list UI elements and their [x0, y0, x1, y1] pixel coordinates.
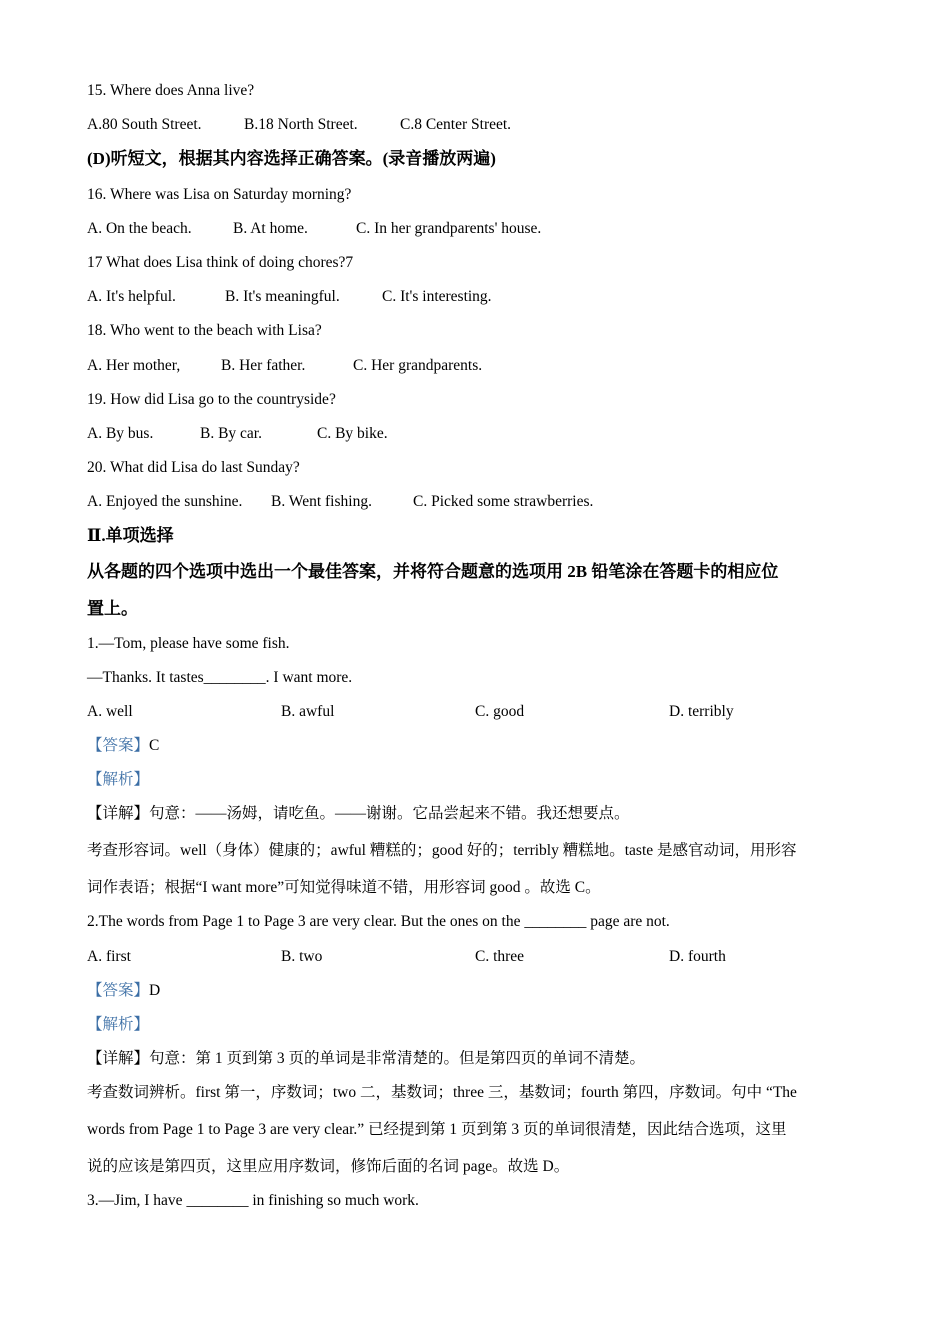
item-2-explanation-2: words from Page 1 to Page 3 are very clear.” 已经提到第 1 页到第 3 页的单词很清楚，因此结合选项，这里 [87, 1121, 787, 1138]
option-c: C. It's interesting. [382, 288, 492, 305]
analysis-tag: 【解析】 [87, 1016, 150, 1033]
item-3-line1: 3.—Jim, I have ________ in finishing so much work. [87, 1192, 419, 1209]
item-1-analysis-tag [87, 770, 149, 790]
option-a: A. Her mother, [87, 357, 181, 374]
item-1-explanation-2: 词作表语；根据“I want more”可知觉得味道不错，用形容词 good 。故选 C。 [87, 879, 601, 896]
option-b: B. Her father. [221, 357, 306, 374]
section-2-title: Ⅱ.单项选择 [87, 526, 174, 545]
item-1-answer [87, 736, 159, 756]
option-c: C. Picked some strawberries. [413, 493, 594, 510]
option-b: B. two [281, 948, 323, 965]
option-c: C. In her grandparents' house. [356, 220, 542, 237]
section-2-instruction-cont: 置上。 [87, 599, 138, 618]
option-c: C.8 Center Street. [400, 116, 512, 133]
option-b: B. By car. [200, 425, 262, 442]
option-b: B. At home. [233, 220, 308, 237]
answer-value: C [149, 737, 160, 754]
item-1-explanation-1: 考查形容词。well（身体）健康的；awful 糟糕的；good 好的；terribly 糟糕地。taste 是感官动词，用形容 [87, 842, 797, 859]
option-d: D. fourth [669, 948, 726, 965]
option-b: B. awful [281, 703, 335, 720]
option-a: A.80 South Street. [87, 116, 202, 133]
option-c: C. three [475, 948, 525, 965]
option-b: B. Went fishing. [271, 493, 372, 510]
detail-tag: 【详解】 [87, 805, 150, 822]
item-1-line1: 1.—Tom, please have some fish. [87, 635, 290, 652]
analysis-tag: 【解析】 [87, 771, 150, 788]
item-2-detail [87, 1049, 645, 1069]
question-19: 19. How did Lisa go to the countryside? [87, 391, 336, 408]
item-2-analysis-tag [87, 1015, 149, 1035]
section-d-heading: (D)听短文，根据其内容选择正确答案。(录音播放两遍) [87, 149, 496, 168]
option-b: B. It's meaningful. [225, 288, 340, 305]
item-2-answer [87, 981, 160, 1001]
section-2-instruction: 从各题的四个选项中选出一个最佳答案，并将符合题意的选项用 2B 铅笔涂在答题卡的相应位 [87, 562, 779, 581]
option-b: B.18 North Street. [244, 116, 358, 133]
question-17: 17 What does Lisa think of doing chores?7 [87, 254, 354, 271]
option-c: C. good [475, 703, 525, 720]
question-20: 20. What did Lisa do last Sunday? [87, 459, 300, 476]
answer-value: D [149, 982, 161, 999]
option-c: C. Her grandparents. [353, 357, 483, 374]
detail-tag: 【详解】 [87, 1050, 150, 1067]
option-a: A. On the beach. [87, 220, 192, 237]
option-a: A. first [87, 948, 131, 965]
item-2-explanation-3: 说的应该是第四页，这里应用序数词，修饰后面的名词 page。故选 D。 [87, 1158, 570, 1175]
item-2-explanation-1: 考查数词辨析。first 第一，序数词；two 二，基数词；three 三，基数词；fourth 第四，序数词。句中 “The [87, 1084, 797, 1101]
answer-tag: 【答案】 [87, 737, 150, 754]
detail-text: 句意：第 1 页到第 3 页的单词是非常清楚的。但是第四页的单词不清楚。 [149, 1050, 646, 1067]
option-a: A. It's helpful. [87, 288, 176, 305]
option-a: A. well [87, 703, 133, 720]
detail-text: 句意：——汤姆，请吃鱼。——谢谢。它品尝起来不错。我还想要点。 [149, 805, 630, 822]
item-2-line1: 2.The words from Page 1 to Page 3 are very clear. But the ones on the ________ page are not. [87, 913, 670, 930]
option-d: D. terribly [669, 703, 734, 720]
option-a: A. By bus. [87, 425, 154, 442]
question-18: 18. Who went to the beach with Lisa? [87, 322, 322, 339]
question-15: 15. Where does Anna live? [87, 82, 255, 99]
item-1-detail [87, 804, 630, 824]
question-16: 16. Where was Lisa on Saturday morning? [87, 186, 352, 203]
item-1-line2: —Thanks. It tastes________. I want more. [87, 669, 353, 686]
option-c: C. By bike. [317, 425, 388, 442]
option-a: A. Enjoyed the sunshine. [87, 493, 243, 510]
answer-tag: 【答案】 [87, 982, 150, 999]
